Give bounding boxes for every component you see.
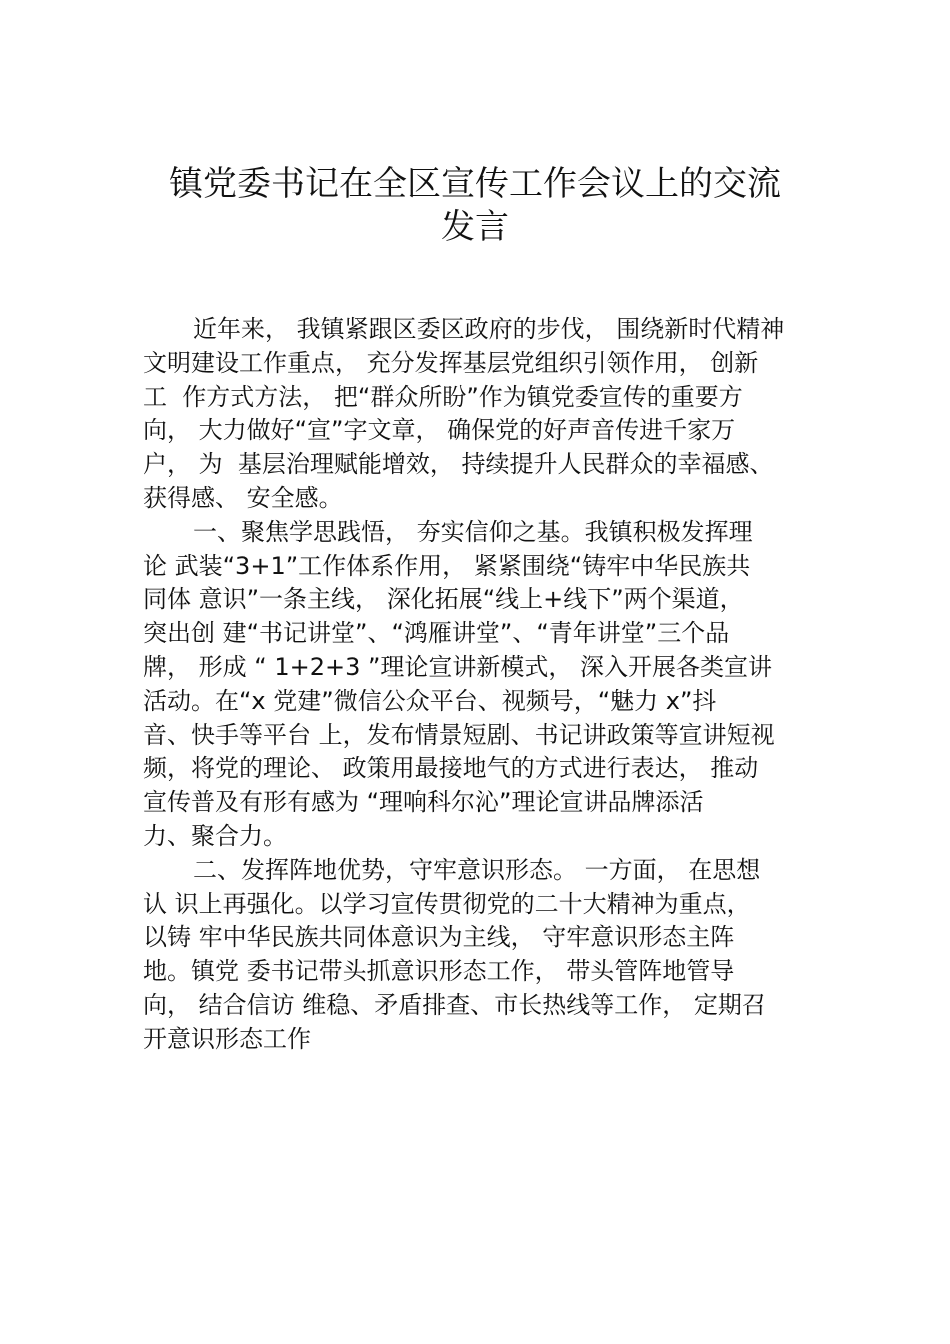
section-two-line: 地。镇党 委书记带头抓意识形态工作， 带头管阵地管导 (143, 957, 735, 986)
section-one-line: 突出创 建“书记讲堂”、“鸿雁讲堂”、“青年讲堂”三个品 (143, 619, 730, 648)
title-line-2: 发言 (441, 207, 509, 247)
section-one-line: 活动。在“x 党建”微信公众平台、视频号，“魅力 x”抖 (143, 686, 717, 715)
section-one-line: 牌， 形成 “ 1+2+3 ”理论宣讲新模式， 深入开展各类宣讲 (143, 652, 773, 681)
section-two-line: 开意识形态工作 (143, 1024, 311, 1053)
section-one-line: 力、聚合力。 (143, 821, 287, 850)
section-two-line: 二、发挥阵地优势，守牢意识形态。 一方面， 在思想 (193, 855, 761, 884)
document-title (140, 163, 810, 249)
section-one-line: 同体 意识”一条主线， 深化拓展“线上+线下”两个渠道， (143, 585, 744, 614)
paragraph-intro-line: 户， 为 基层治理赋能增效， 持续提升人民群众的幸福感、 (143, 450, 774, 479)
section-two-line: 以铸 牢中华民族共同体意识为主线， 守牢意识形态主阵 (143, 923, 735, 952)
paragraph-intro-line: 工 作方式方法， 把“群众所盼”作为镇党委宣传的重要方 (143, 382, 743, 411)
paragraph-intro-line: 向， 大力做好“宣”字文章， 确保党的好声音传进千家万 (143, 416, 736, 445)
title-line-1: 镇党委书记在全区宣传工作会议上的交流 (169, 164, 781, 204)
paragraph-intro-line: 获得感、 安全感。 (143, 483, 343, 512)
paragraph-intro-line: 近年来， 我镇紧跟区委区政府的步伐， 围绕新时代精神 (193, 315, 785, 343)
section-one-line: 音、快手等平台 上，发布情景短剧、书记讲政策等宣讲短视 (143, 720, 775, 749)
section-two-line: 认 识上再强化。以学习宣传贯彻党的二十大精神为重点， (143, 889, 751, 918)
section-two-line: 向， 结合信访 维稳、矛盾排查、市长热线等工作， 定期召 (143, 990, 766, 1019)
section-one-line: 论 武装“3+1”工作体系作用， 紧紧围绕“铸牢中华民族共 (143, 551, 751, 580)
section-one-line: 频，将党的理论、 政策用最接地气的方式进行表达， 推动 (143, 754, 759, 783)
section-one-line: 宣传普及有形有感为 “理响科尔沁”理论宣讲品牌添活 (143, 788, 704, 817)
section-one-line: 一、聚焦学思践悟， 夯实信仰之基。我镇积极发挥理 (193, 517, 753, 546)
paragraph-intro-line: 文明建设工作重点， 充分发挥基层党组织引领作用， 创新 (143, 348, 759, 377)
document-body (143, 313, 819, 1057)
